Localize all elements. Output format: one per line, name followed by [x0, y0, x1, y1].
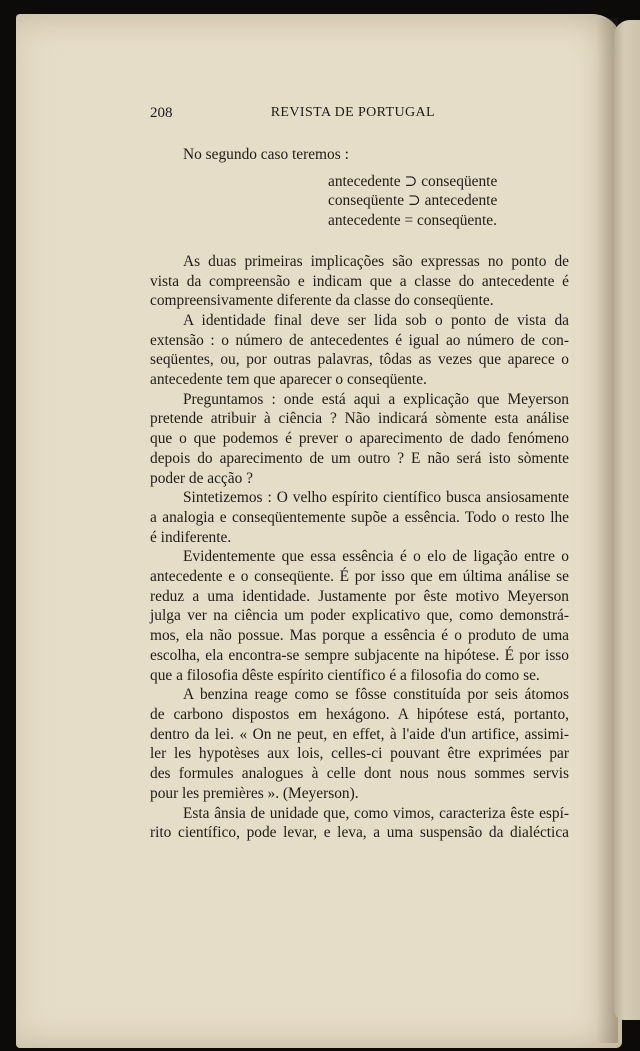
- text-line: é indiferente.: [150, 528, 232, 546]
- text-line: A benzina reage como se fôsse constituída por seis átomos: [183, 686, 569, 704]
- paragraph: [150, 252, 569, 311]
- text-line: antecedente tem que aparecer o conseqüente.: [150, 371, 427, 389]
- formula-block: [150, 172, 569, 231]
- text-line: pretende atribuir à ciência ? Não indicará sòmente esta análise: [150, 410, 569, 428]
- text-line: Sintetizemos : O velho espírito científico busca ansiosamente: [183, 489, 569, 507]
- running-title: REVISTA DE PORTUGAL: [270, 105, 435, 120]
- text-line: Esta ânsia de unidade que, como vimos, caracteriza êste espí-: [183, 804, 569, 822]
- text-line: Preguntamos : onde está aqui a explicação que Meyerson: [183, 390, 569, 408]
- text-line: que a filosofia dêste espírito científico é a filosofia do como se.: [150, 666, 540, 684]
- paragraph: [150, 390, 569, 489]
- page-number: 208: [150, 105, 173, 121]
- text-line: des formules analogues à celle dont nous nous sommes servis: [150, 765, 569, 783]
- formula-line: conseqüente ⊃ antecedente: [328, 192, 498, 210]
- text-line: mos, ela não possue. Mas porque a essência é o produto de uma: [150, 627, 569, 645]
- text-line: pour les premières ». (Meyerson).: [150, 784, 359, 802]
- text-line: As duas primeiras implicações são expressas no ponto de: [183, 252, 569, 270]
- paragraph: [150, 311, 569, 390]
- text-line: vista da compreensão e indicam que a classe do antecedente é: [150, 272, 569, 290]
- text-line: compreensivamente diferente da classe do conseqüente.: [150, 292, 494, 310]
- text-line: de carbono dispostos em hexágono. A hipótese está, portanto,: [150, 705, 569, 723]
- text-line: depois do aparecimento de um outro ? E não será isto sòmente: [150, 449, 569, 467]
- paragraph: [150, 804, 569, 843]
- text-line: antecedente e o conseqüente. É por isso que em última análise se: [150, 568, 569, 586]
- text-line: dentro da lei. « On ne peut, en effet, à l'aide d'un artifice, assimi-: [150, 725, 569, 743]
- text-line: A identidade final deve ser lida sob o ponto de vista da: [183, 311, 569, 329]
- text-line: Evidentemente que essa essência é o elo de ligação entre o: [183, 548, 569, 566]
- text-line: seqüentes, ou, por outras palavras, tôdas as vezes que aparece o: [150, 351, 569, 369]
- formula-line: antecedente = conseqüente.: [328, 212, 497, 230]
- text-line: poder de acção ?: [150, 469, 253, 487]
- formula-line: antecedente ⊃ conseqüente: [328, 172, 498, 190]
- text-line: rito científico, pode levar, e leva, a uma suspensão da dialéctica: [150, 824, 569, 842]
- text-line: julga ver na ciência um poder explicativo que, como demonstrá-: [150, 607, 569, 625]
- next-page-edge: [614, 20, 640, 1020]
- text-line: extensão : o número de antecedentes é igual ao número de con-: [150, 331, 569, 349]
- intro-line: No segundo caso teremos :: [183, 146, 349, 163]
- paragraph: [150, 488, 569, 547]
- paragraph: [150, 685, 569, 803]
- text-line: que o que podemos é prever o aparecimento de dado fenómeno: [150, 430, 569, 448]
- paragraph: [150, 547, 569, 685]
- text-line: reduz a uma identidade. Justamente por êste motivo Meyerson: [150, 587, 569, 605]
- text-line: escolha, ela encontra-se sempre subjacente na hipótese. É por isso: [150, 646, 569, 664]
- text-line: ler les hypotèses aux lois, celles-ci pouvant être exprimées par: [150, 745, 569, 763]
- body-text: [150, 145, 569, 843]
- text-line: a analogia e conseqüentemente supõe a essência. Todo o resto lhe: [150, 508, 569, 526]
- page-header: [150, 105, 435, 127]
